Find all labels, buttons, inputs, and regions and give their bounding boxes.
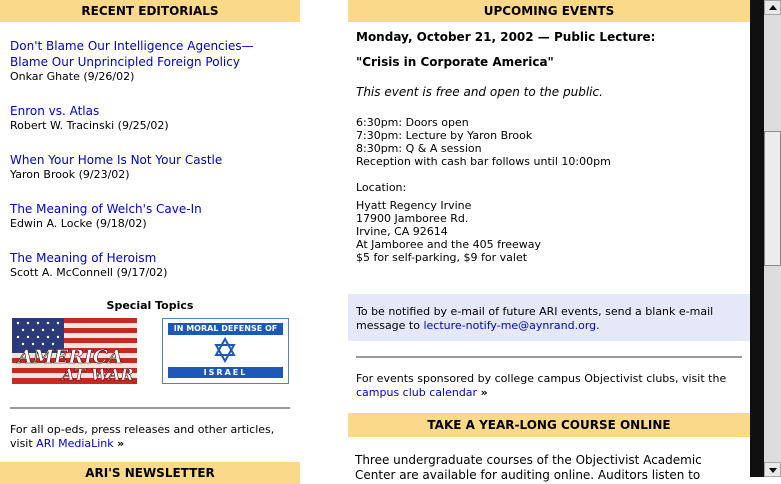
schedule-line: 7:30pm: Lecture by Yaron Brook — [356, 129, 533, 142]
left-column — [0, 0, 300, 480]
vertical-scrollbar[interactable] — [764, 0, 781, 477]
notify-box — [348, 294, 750, 341]
location-line: Hyatt Regency Irvine — [356, 199, 472, 212]
arrow-down-icon — [769, 468, 777, 473]
location-line: Irvine, CA 92614 — [356, 225, 448, 238]
scrollbar-thumb[interactable] — [764, 131, 781, 266]
schedule-line: 6:30pm: Doors open — [356, 116, 469, 129]
arrow-up-icon — [769, 5, 777, 10]
editorial-item — [10, 38, 290, 84]
banner-war-line2: AT WAR — [62, 365, 134, 384]
divider — [356, 356, 742, 358]
flag-image — [12, 318, 137, 384]
star-of-david-icon — [163, 335, 288, 365]
israel-banner[interactable] — [162, 318, 289, 384]
upcoming-events-header: UPCOMING EVENTS — [348, 0, 750, 22]
editorial-link[interactable]: The Meaning of Welch's Cave-In — [10, 202, 202, 216]
clubs-text: For events sponsored by college campus Objectivist clubs, visit the — [356, 372, 727, 385]
divider — [10, 407, 290, 409]
special-topics-heading: Special Topics — [106, 299, 194, 312]
israel-banner-bottom: ISRAEL — [168, 367, 283, 378]
notify-text: To be notified by e-mail of future ARI events, send a blank e-mail message to — [356, 305, 714, 332]
page-margin — [750, 0, 764, 477]
notify-end: . — [596, 319, 600, 332]
recent-editorials-header: RECENT EDITORIALS — [0, 0, 300, 22]
editorial-byline: Yaron Brook (9/23/02) — [10, 168, 130, 181]
notify-email-link[interactable]: lecture-notify-me@aynrand.org — [423, 319, 597, 332]
editorial-item — [10, 152, 290, 182]
notify-text-block — [356, 305, 746, 333]
event-date: Monday, October 21, 2002 — Public Lecture: — [356, 30, 656, 44]
america-at-war-banner[interactable] — [12, 318, 137, 384]
chevron-right-icon: » — [117, 437, 125, 450]
campus-clubs-note — [356, 372, 746, 400]
editorial-byline: Robert W. Tracinski (9/25/02) — [10, 119, 169, 132]
course-description: Three undergraduate courses of the Objectivist Academic Center are available for auditing online. Auditors listen to — [355, 453, 702, 482]
banner-war-line1: AMERICA — [18, 346, 123, 368]
editorial-link[interactable]: Enron vs. Atlas — [10, 104, 100, 118]
editorial-byline: Onkar Ghate (9/26/02) — [10, 70, 135, 83]
editorial-item — [10, 201, 290, 231]
location-label: Location: — [356, 181, 407, 194]
event-title: "Crisis in Corporate America" — [356, 55, 554, 69]
right-column — [348, 0, 750, 482]
scroll-up-button[interactable] — [764, 0, 781, 15]
event-details — [356, 30, 746, 264]
editorial-byline: Scott A. McConnell (9/17/02) — [10, 266, 168, 279]
schedule-line: 8:30pm: Q & A session — [356, 142, 482, 155]
chevron-right-icon: » — [480, 386, 488, 399]
editorial-byline: Edwin A. Locke (9/18/02) — [10, 217, 147, 230]
editorial-link[interactable]: When Your Home Is Not Your Castle — [10, 153, 223, 167]
location-line: $5 for self-parking, $9 for valet — [356, 251, 528, 264]
campus-club-calendar-link[interactable]: campus club calendar — [356, 386, 478, 399]
israel-banner-top: IN MORAL DEFENSE OF — [168, 323, 283, 335]
schedule-line: Reception with cash bar follows until 10:00pm — [356, 155, 611, 168]
newsletter-header: ARI'S NEWSLETTER — [0, 462, 300, 484]
medialink-text: For all op-eds, press releases and other articles, visit — [10, 423, 275, 450]
event-schedule — [356, 116, 746, 168]
event-free-note: This event is free and open to the public. — [356, 85, 603, 99]
online-course-header: TAKE A YEAR-LONG COURSE ONLINE — [348, 413, 750, 437]
location-line: 17900 Jamboree Rd. — [356, 212, 469, 225]
editorial-link[interactable]: The Meaning of Heroism — [10, 251, 157, 265]
editorial-item — [10, 103, 290, 133]
scroll-down-button[interactable] — [764, 462, 781, 477]
medialink-note — [10, 423, 295, 451]
editorial-link[interactable]: Don't Blame Our Intelligence Agencies—Blame Our Unprincipled Foreign Policy — [10, 39, 254, 69]
event-location — [356, 181, 746, 264]
medialink-link[interactable]: ARI MediaLink — [36, 437, 114, 450]
location-line: At Jamboree and the 405 freeway — [356, 238, 542, 251]
editorial-item — [10, 250, 290, 280]
